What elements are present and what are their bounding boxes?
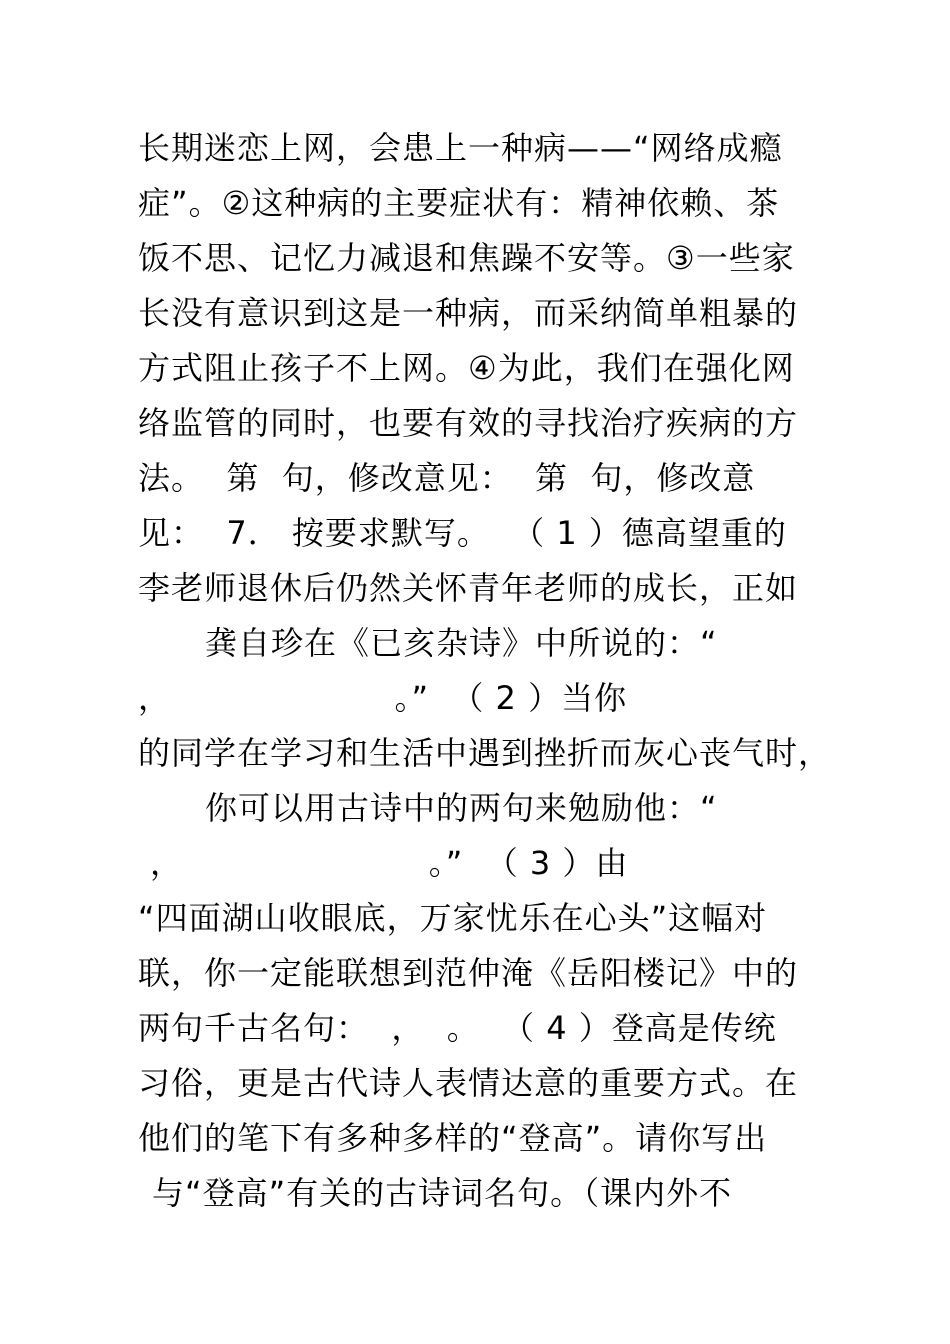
text-line-2: 症”。②这种病的主要症状有：精神依赖、茶: [138, 184, 780, 222]
text-line-9: 李老师退休后仍然关怀青年老师的成长，正如: [138, 569, 799, 607]
text-line-12: 的同学在学习和生活中遇到挫折而灰心丧气时，: [138, 734, 832, 772]
text-line-16: 联，你一定能联想到范仲淹《岳阳楼记》中的: [138, 954, 799, 992]
text-line-1: 长期迷恋上网，会患上一种病——“网络成瘾: [138, 129, 783, 167]
text-line-7: 法。 第 句，修改意见： 第 句，修改意: [138, 459, 756, 497]
text-line-4: 长没有意识到这是一种病，而采纳简单粗暴的: [138, 294, 799, 332]
text-line-3: 饭不思、记忆力减退和焦躁不安等。③一些家: [138, 239, 795, 277]
text-line-13: 你可以用古诗中的两句来勉励他：“: [205, 789, 718, 827]
text-line-17: 两句千古名句： ， 。 （ 4 ）登高是传统: [138, 1009, 777, 1047]
text-line-10: 龚自珍在《已亥杂诗》中所说的：“: [205, 624, 718, 662]
text-line-8: 见： 7． 按要求默写。 （ 1 ）德高望重的: [138, 514, 787, 552]
text-line-19: 他们的笔下有多种多样的“登高”。请你写出: [138, 1119, 768, 1157]
text-line-11: ， 。” （ 2 ）当你: [138, 679, 628, 717]
text-line-20: 与“登高”有关的古诗词名句。（课内外不: [152, 1174, 733, 1212]
text-line-6: 络监管的同时，也要有效的寻找治疗疾病的方: [138, 404, 799, 442]
text-line-15: “四面湖山收眼底，万家忧乐在心头”这幅对: [138, 899, 768, 937]
text-line-14: ， 。” （ 3 ）由: [150, 844, 629, 882]
text-line-18: 习俗，更是古代诗人表情达意的重要方式。在: [138, 1064, 799, 1102]
text-line-5: 方式阻止孩子不上网。④为此，我们在强化网: [138, 349, 795, 387]
